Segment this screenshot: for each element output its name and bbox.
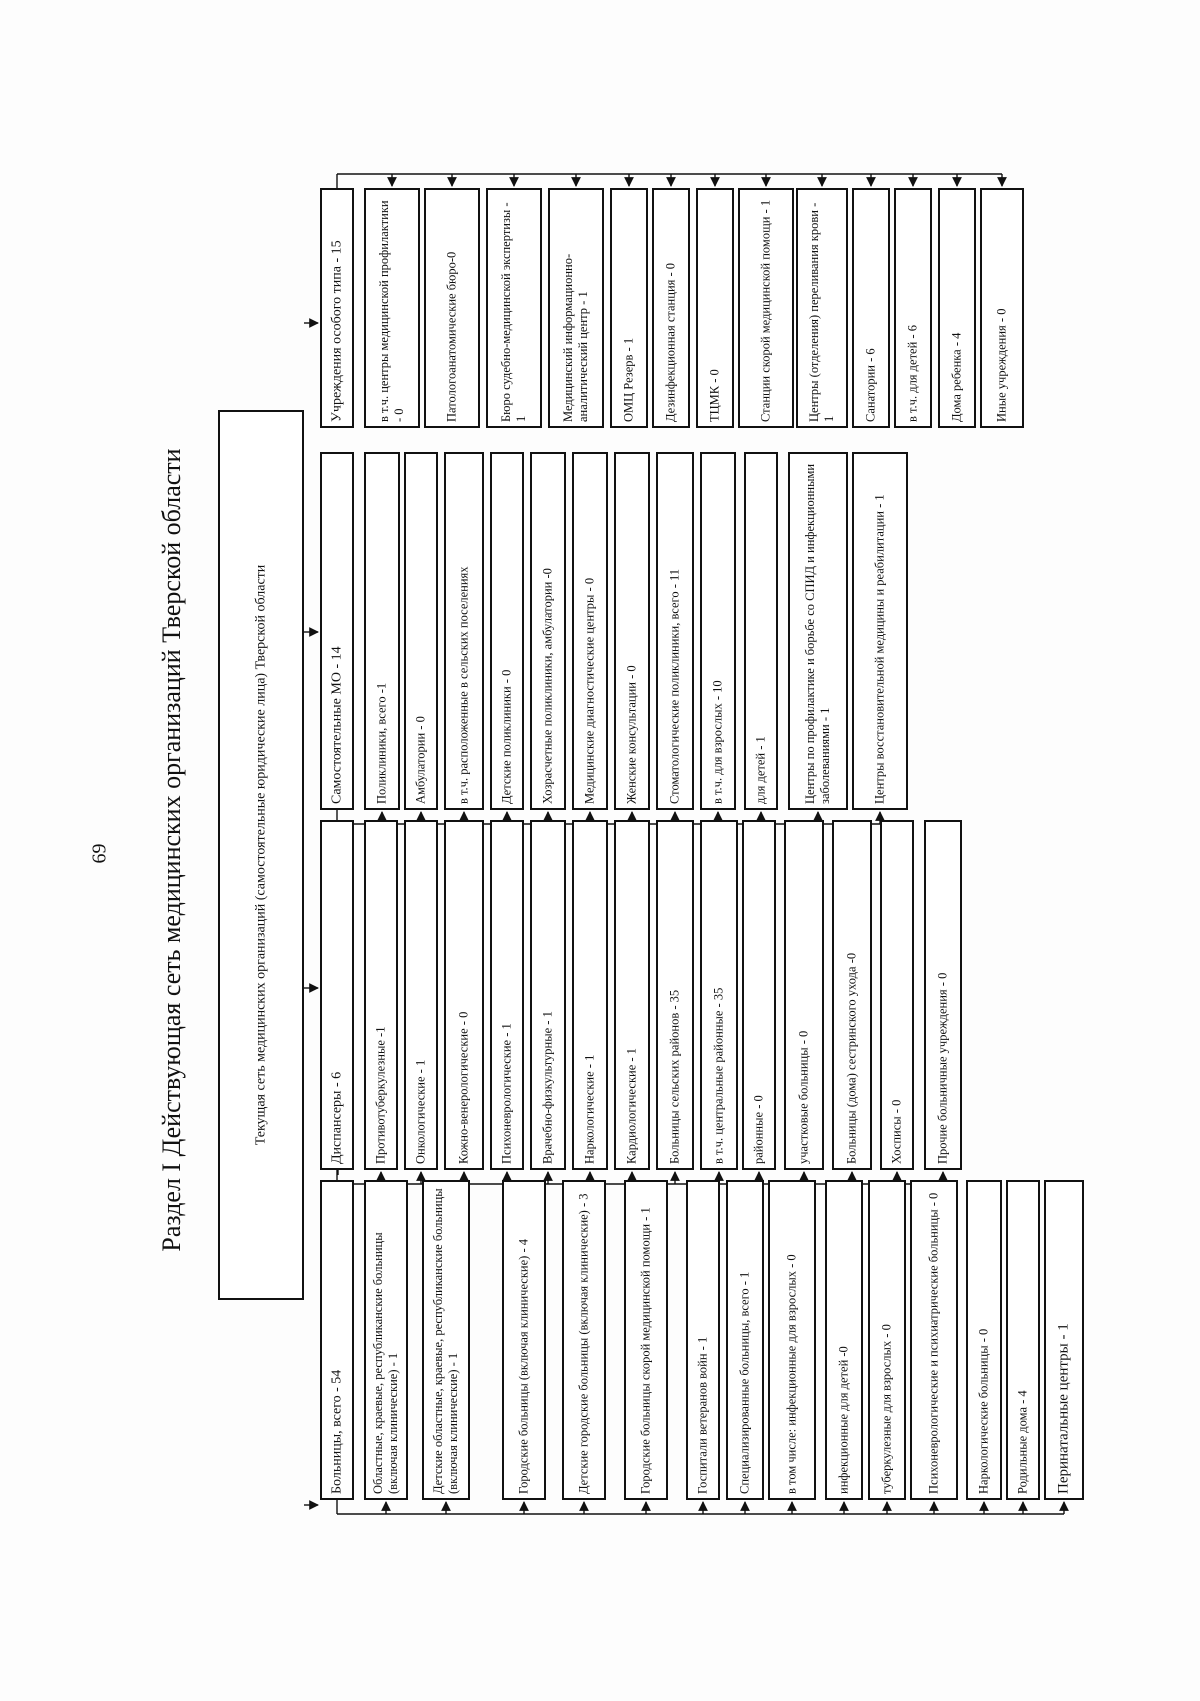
org-box-dispensaries-12-label: Больницы (дома) сестринского ухода -0: [844, 952, 859, 1164]
org-box-independent-10-label: для детей - 1: [753, 736, 768, 804]
org-box-dispensaries-6: [572, 820, 608, 1170]
org-box-dispensaries-5-label: Врачебно-физкультурные - 1: [540, 1011, 555, 1164]
org-box-independent-1-label: Поликлиники, всего -1: [374, 682, 389, 804]
org-box-special-3: [486, 188, 542, 428]
org-box-hospitals-5-label: Городские больницы скорой медицинской помощи - 1: [638, 1207, 653, 1494]
org-box-special-1-label: в т.ч. центры медицинской профилактики - 0: [377, 200, 406, 422]
org-box-dispensaries-14: [924, 820, 962, 1170]
org-box-special-6-label: Дезинфекционная станция - 0: [663, 262, 678, 422]
page-title: Раздел I Действующая сеть медицинских организаций Тверской области: [157, 448, 186, 1252]
org-box-hospitals-4-label: Детские городские больницы (включая клинические) - 3: [576, 1193, 591, 1494]
org-box-dispensaries-9: [700, 820, 738, 1170]
org-box-hospitals-3-label: Городские больницы (включая клинические) - 4: [516, 1239, 531, 1494]
org-box-hospitals-14-label: Перинатальные центры - 1: [1055, 1323, 1072, 1494]
org-box-hospitals-7: [726, 1180, 764, 1500]
org-box-hospitals-6-label: Госпитали ветеранов войн - 1: [695, 1336, 710, 1494]
root-box: [218, 410, 304, 1300]
org-box-special-7: [696, 188, 734, 428]
org-box-independent-3-label: в т.ч. расположенные в сельских поселениях: [456, 566, 471, 804]
org-box-hospitals-9: [825, 1180, 863, 1500]
column-header-hospitals-label: Больницы, всего - 54: [329, 1369, 345, 1494]
org-box-hospitals-7-label: Специализированные больницы, всего - 1: [737, 1271, 752, 1494]
org-box-special-2: [424, 188, 480, 428]
org-box-special-9-label: Центры (отделения) переливания крови - 1: [807, 202, 836, 422]
page-number: 69: [88, 843, 111, 864]
org-box-special-10: [852, 188, 890, 428]
org-box-special-4: [548, 188, 604, 428]
column-header-hospitals: [320, 1180, 354, 1500]
org-box-independent-2: [404, 452, 438, 810]
org-box-hospitals-2-label: Детские областные, краевые, республиканские больницы (включая клинические) - 1: [431, 1188, 460, 1494]
org-box-independent-8-label: Стоматологические поликлиники, всего - 11: [667, 568, 682, 804]
org-box-special-1: [364, 188, 420, 428]
org-box-independent-3: [444, 452, 484, 810]
column-header-dispensaries: [320, 820, 354, 1170]
org-box-dispensaries-1-label: Противотуберкулезные -1: [373, 1026, 388, 1164]
org-box-dispensaries-6-label: Наркологические - 1: [582, 1054, 597, 1164]
org-box-dispensaries-10: [742, 820, 776, 1170]
org-box-special-12-label: Дома ребенка - 4: [949, 332, 964, 422]
org-box-dispensaries-4: [490, 820, 524, 1170]
org-box-dispensaries-7-label: Кардиологические - 1: [624, 1048, 639, 1164]
org-box-dispensaries-10-label: районные - 0: [751, 1095, 766, 1164]
org-box-dispensaries-1: [364, 820, 398, 1170]
org-box-independent-4-label: Детские поликлиники - 0: [499, 669, 514, 804]
org-box-independent-8: [656, 452, 694, 810]
org-box-special-9: [796, 188, 848, 428]
org-box-independent-5-label: Хозрасчетные поликлиники, амбулатории -0: [540, 568, 555, 804]
org-box-dispensaries-2-label: Онкологические - 1: [413, 1059, 428, 1164]
root-label: Текущая сеть медицинских организаций (самостоятельные юридические лица) Тверской области: [253, 564, 269, 1146]
org-box-dispensaries-13-label: Хосписы - 0: [889, 1099, 904, 1164]
org-box-special-7-label: ТЦМК - 0: [707, 369, 722, 422]
org-box-special-3-label: Бюро судебно-медицинской экспертизы - 1: [499, 202, 528, 422]
org-box-special-11-label: в т.ч. для детей - 6: [905, 325, 920, 422]
org-box-special-2-label: Патологоанатомические бюро-0: [444, 251, 459, 422]
org-box-hospitals-11: [910, 1180, 958, 1500]
column-header-independent: [320, 452, 354, 810]
org-box-special-5-label: ОМЦ Резерв - 1: [621, 337, 636, 422]
org-box-independent-12: [852, 452, 908, 810]
org-box-independent-6-label: Медицинские диагностические центры - 0: [582, 577, 597, 804]
org-box-dispensaries-13: [880, 820, 914, 1170]
org-box-hospitals-12-label: Наркологические больницы - 0: [976, 1328, 991, 1494]
org-box-special-13: [980, 188, 1024, 428]
org-box-hospitals-9-label: инфекционные для детей -0: [836, 1346, 851, 1494]
org-box-special-13-label: Иные учреждения - 0: [994, 308, 1009, 422]
org-box-special-11: [894, 188, 932, 428]
org-box-special-8: [738, 188, 794, 428]
org-box-dispensaries-3-label: Кожно-венерологические - 0: [456, 1011, 471, 1164]
org-box-independent-10: [744, 452, 778, 810]
org-box-dispensaries-4-label: Психоневрологические - 1: [499, 1023, 514, 1164]
org-box-hospitals-5: [624, 1180, 668, 1500]
org-box-independent-9: [700, 452, 736, 810]
org-box-special-12: [938, 188, 976, 428]
column-header-special-label: Учреждения особого типа - 15: [329, 240, 345, 422]
org-box-dispensaries-7: [614, 820, 650, 1170]
org-box-dispensaries-8-label: Больницы сельских районов - 35: [667, 989, 682, 1164]
org-box-dispensaries-9-label: в т.ч. центральные районные - 35: [711, 987, 726, 1164]
org-box-dispensaries-2: [404, 820, 438, 1170]
org-box-independent-4: [490, 452, 524, 810]
org-box-hospitals-1-label: Областные, краевые, республиканские больницы (включая клинические) - 1: [371, 1232, 400, 1494]
org-box-hospitals-13-label: Родильные дома - 4: [1015, 1390, 1030, 1494]
org-box-independent-11-label: Центры по профилактике и борьбе со СПИД и инфекционными заболеваниями - 1: [803, 463, 832, 804]
org-box-independent-7: [614, 452, 650, 810]
org-box-hospitals-8: [768, 1180, 816, 1500]
org-box-hospitals-13: [1006, 1180, 1040, 1500]
org-box-dispensaries-3: [444, 820, 484, 1170]
org-box-dispensaries-14-label: Прочие больничные учреждения - 0: [935, 972, 950, 1164]
org-box-independent-11: [788, 452, 848, 810]
org-box-hospitals-1: [364, 1180, 408, 1500]
org-box-dispensaries-5: [530, 820, 566, 1170]
column-header-dispensaries-label: Диспансеры - 6: [329, 1071, 345, 1164]
org-box-hospitals-10-label: туберкулезные для взрослых - 0: [879, 1324, 894, 1494]
org-box-independent-12-label: Центры восстановительной медицины и реабилитации - 1: [872, 494, 887, 804]
org-box-hospitals-4: [562, 1180, 606, 1500]
org-box-dispensaries-8: [656, 820, 694, 1170]
org-box-hospitals-2: [422, 1180, 470, 1500]
org-box-independent-9-label: в т.ч. для взрослых - 10: [710, 680, 725, 804]
org-box-hospitals-10: [868, 1180, 906, 1500]
org-box-dispensaries-12: [832, 820, 872, 1170]
org-box-independent-6: [572, 452, 608, 810]
org-box-hospitals-14: [1044, 1180, 1084, 1500]
column-header-special: [320, 188, 354, 428]
org-box-dispensaries-11-label: участковые больницы - 0: [796, 1030, 811, 1164]
org-box-hospitals-3: [502, 1180, 546, 1500]
org-box-independent-1: [364, 452, 400, 810]
org-box-special-8-label: Станции скорой медицинской помощи - 1: [758, 199, 773, 422]
org-box-hospitals-12: [966, 1180, 1002, 1500]
org-box-special-6: [652, 188, 690, 428]
org-box-independent-7-label: Женские консультации - 0: [624, 665, 639, 804]
org-box-hospitals-6: [686, 1180, 720, 1500]
org-box-independent-5: [530, 452, 566, 810]
org-box-hospitals-11-label: Психоневрологические и психиатрические больницы - 0: [926, 1192, 941, 1494]
column-header-independent-label: Самостоятельные МО - 14: [329, 646, 345, 804]
org-box-hospitals-8-label: в том числе: инфекционные для взрослых - 0: [784, 1254, 799, 1494]
org-box-special-10-label: Санатории - 6: [863, 348, 878, 422]
org-box-independent-2-label: Амбулатории - 0: [413, 716, 428, 804]
org-box-special-5: [610, 188, 648, 428]
org-box-dispensaries-11: [784, 820, 824, 1170]
org-box-special-4-label: Медицинский информационно-аналитический центр - 1: [561, 253, 590, 422]
